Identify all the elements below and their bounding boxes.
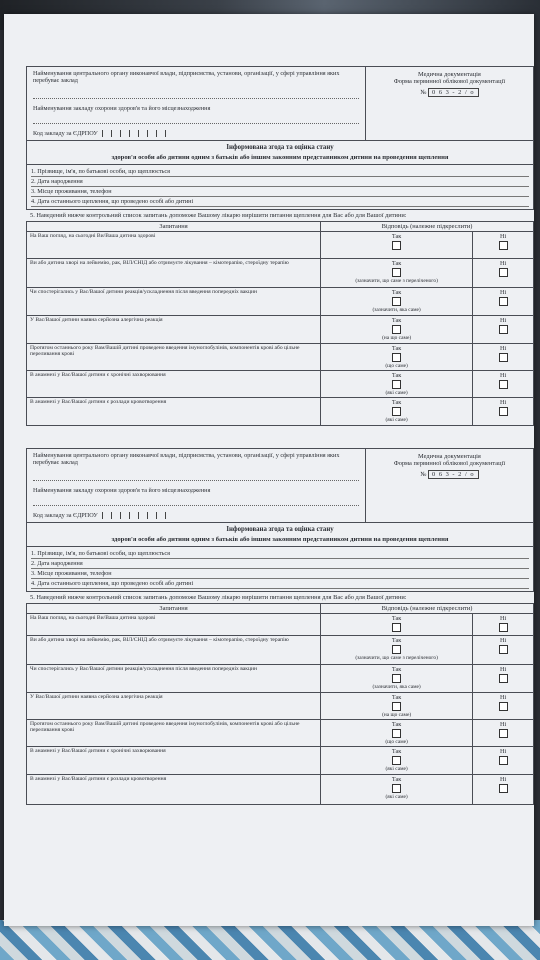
no-label: Ні [499,317,507,325]
doc-title: Медична документація [418,71,481,78]
form-header [26,66,534,141]
answer-note: (зазначити, що саме з переліченого) [355,655,438,662]
yes-checkbox[interactable] [392,623,401,632]
answer-yes [321,316,473,343]
answer-yes [321,259,473,288]
answer-no [473,398,534,426]
yes-label: Так [391,289,402,297]
doc-subtitle: Форма первинної облікової документації [393,78,506,86]
question-text: Протягом останнього року Вам/Вашій дитині проведено введення імуноглобулінів, компонентів крові або цільне переливання крові [27,719,321,746]
no-checkbox[interactable] [499,380,508,389]
yes-label: Так [391,317,402,325]
col-answer: Відповідь (належне підкреслити) [321,221,534,231]
yes-checkbox[interactable] [392,297,401,306]
doc-number [372,471,527,478]
edrpou-boxes [102,512,174,519]
header-right [366,67,533,140]
answer-yes [321,614,473,636]
answer-yes [321,747,473,774]
answer-yes [321,232,473,259]
no-checkbox[interactable] [499,407,508,416]
yes-label: Так [391,233,402,241]
consent-subtitle: здоров'я особи або дитини одним з батьків або іншим законним представником дитини на проведення щеплення [111,535,449,543]
personal-fields [26,547,534,592]
personal-fields [26,165,534,210]
edrpou-code-field [33,512,359,519]
table-row [27,636,534,665]
no-label: Ні [499,775,507,783]
yes-label: Так [391,637,402,645]
question-text: В анамнезі у Вас/Вашої дитини є розлади кровотворення [27,774,321,804]
no-checkbox[interactable] [499,353,508,362]
question-text: У Вас/Вашої дитини наявна серйозна алергічна реакція [27,692,321,719]
form-header [26,448,534,523]
yes-label: Так [391,720,402,728]
institution-name-field: Найменування закладу охорони здоров'я та його місцезнаходження [33,487,359,506]
question-text: В анамнезі у Вас/Вашої дитини є хронічні захворювання [27,747,321,774]
answer-yes [321,636,473,665]
answer-note: (які саме) [385,766,408,773]
answer-yes [321,288,473,316]
no-checkbox[interactable] [499,241,508,250]
answer-no [473,343,534,370]
yes-checkbox[interactable] [392,756,401,765]
yes-label: Так [391,344,402,352]
no-checkbox[interactable] [499,268,508,277]
table-row [27,232,534,259]
yes-checkbox[interactable] [392,353,401,362]
field-birthdate[interactable]: 2. Дата народження [31,177,529,187]
yes-label: Так [391,260,402,268]
header-left [27,67,366,140]
answer-no [473,665,534,692]
no-label: Ні [499,260,507,268]
no-label: Ні [499,693,507,701]
answer-yes [321,719,473,746]
answer-no [473,316,534,343]
edrpou-boxes [102,130,174,137]
doc-number-prefix: № [420,88,427,96]
answer-no [473,692,534,719]
yes-checkbox[interactable] [392,325,401,334]
no-checkbox[interactable] [499,702,508,711]
institution-name-field: Найменування закладу охорони здоров'я та його місцезнаходження [33,105,359,124]
answer-no [473,288,534,316]
edrpou-label: Код закладу за ЄДРПОУ [33,512,98,519]
table-row [27,259,534,288]
answer-note: (які саме) [385,390,408,397]
yes-checkbox[interactable] [392,268,401,277]
field-last-vaccination[interactable]: 4. Дата останнього щеплення, що проведено особі або дитині [31,197,529,207]
field-birthdate[interactable]: 2. Дата народження [31,559,529,569]
answer-note: (які саме) [385,417,408,424]
answer-no [473,614,534,636]
consent-title: Інформована згода та оцінка стану [226,526,334,534]
answer-no [473,636,534,665]
question-text: На Ваш погляд, на сьогодні Ви/Ваша дитина здорові [27,614,321,636]
table-row [27,614,534,636]
field-last-vaccination[interactable]: 4. Дата останнього щеплення, що проведено особі або дитині [31,579,529,589]
answer-no [473,370,534,397]
no-label: Ні [499,371,507,379]
background-bottom [0,920,540,960]
consent-form-2 [26,448,534,805]
answer-note: (на що саме) [382,711,412,718]
doc-number-prefix: № [420,470,427,478]
org-name-field: Найменування центрального органу виконавчої влади, підприємства, установи, організації, у сфері управління яких перебуває заклад [33,452,359,481]
answer-yes [321,343,473,370]
table-row [27,747,534,774]
question-text: На Ваш погляд, на сьогодні Ви/Ваша дитина здорові [27,232,321,259]
no-checkbox[interactable] [499,325,508,334]
table-row [27,774,534,804]
yes-label: Так [391,371,402,379]
no-label: Ні [499,615,507,623]
question-text: В анамнезі у Вас/Вашої дитини є хронічні захворювання [27,370,321,397]
answer-note: (які саме) [385,793,408,800]
no-label: Ні [499,748,507,756]
answer-yes [321,692,473,719]
yes-label: Так [391,748,402,756]
checklist-intro: 5. Наведений нижче контрольний список запитань допоможе Вашому лікарю вирішити питання щеплення для Вас або для Вашої дитини: [30,211,407,219]
doc-number [372,89,527,96]
table-header [27,603,534,613]
org-name-field: Найменування центрального органу виконавчої влади, підприємства, установи, організації, у сфері управління яких перебуває заклад [33,70,359,99]
consent-subtitle: здоров'я особи або дитини одним з батьків або іншим законним представником дитини на проведення щеплення [111,153,449,161]
no-label: Ні [499,344,507,352]
answer-no [473,774,534,804]
doc-subtitle: Форма первинної облікової документації [393,460,506,468]
table-row [27,370,534,397]
table-header [27,221,534,231]
table-row [27,719,534,746]
yes-checkbox[interactable] [392,380,401,389]
yes-label: Так [391,775,402,783]
edrpou-code-field [33,130,359,137]
answer-no [473,259,534,288]
answer-note: (що саме) [385,362,408,369]
question-text: Ви або дитина хворі на лейкемію, рак, ВІЛ/СНІД або отримуєте лікування – кімотерапію, стероїдну терапію [27,259,321,288]
consent-title-block [26,141,534,164]
no-label: Ні [499,233,507,241]
no-checkbox[interactable] [499,674,508,683]
yes-checkbox[interactable] [392,645,401,654]
col-answer: Відповідь (належне підкреслити) [321,603,534,613]
answer-note: (зазначити, яка саме) [372,307,421,314]
answer-yes [321,665,473,692]
table-row [27,288,534,316]
header-left [27,449,366,522]
question-text: Чи спостерігались у Вас/Вашої дитини реакція/ускладнення після введення попередніх вакцин [27,288,321,316]
field-address[interactable]: 3. Місце проживання, телефон [31,569,529,579]
no-checkbox[interactable] [499,623,508,632]
answer-yes [321,370,473,397]
question-text: Чи спостерігались у Вас/Вашої дитини реакція/ускладнення після введення попередніх вакцин [27,665,321,692]
no-label: Ні [499,289,507,297]
table-row [27,665,534,692]
no-label: Ні [499,637,507,645]
table-row [27,343,534,370]
answer-note: (що саме) [385,739,408,746]
answer-no [473,747,534,774]
checklist-intro: 5. Наведений нижче контрольний список запитань допоможе Вашому лікарю вирішити питання щеплення для Вас або для Вашої дитини: [30,593,407,601]
yes-label: Так [391,615,402,623]
answer-no [473,232,534,259]
answer-note: (зазначити, яка саме) [372,684,421,691]
yes-checkbox[interactable] [392,674,401,683]
yes-checkbox[interactable] [392,241,401,250]
edrpou-label: Код закладу за ЄДРПОУ [33,130,98,137]
field-name[interactable]: 1. Прізвище, ім'я, по батькові особи, що щеплюється [31,167,529,177]
field-address[interactable]: 3. Місце проживання, телефон [31,187,529,197]
yes-checkbox[interactable] [392,729,401,738]
answer-yes [321,774,473,804]
answer-note: (на що саме) [382,335,412,342]
question-text: У Вас/Вашої дитини наявна серйозна алергічна реакція [27,316,321,343]
no-label: Ні [499,720,507,728]
no-checkbox[interactable] [499,756,508,765]
yes-checkbox[interactable] [392,407,401,416]
no-label: Ні [499,399,507,407]
answer-no [473,719,534,746]
doc-number-value: 0 6 3 - 2 / о [428,470,478,479]
no-checkbox[interactable] [499,297,508,306]
header-right [366,449,533,522]
answer-yes [321,398,473,426]
no-checkbox[interactable] [499,645,508,654]
yes-checkbox[interactable] [392,784,401,793]
table-row [27,398,534,426]
no-label: Ні [499,666,507,674]
yes-label: Так [391,399,402,407]
col-question: Запитання [27,221,321,231]
table-row [27,316,534,343]
field-name[interactable]: 1. Прізвище, ім'я, по батькові особи, що щеплюється [31,549,529,559]
col-question: Запитання [27,603,321,613]
checklist-table [26,603,534,805]
yes-checkbox[interactable] [392,702,401,711]
yes-label: Так [391,693,402,701]
no-checkbox[interactable] [499,784,508,793]
question-text: В анамнезі у Вас/Вашої дитини є розлади кровотворення [27,398,321,426]
consent-title-block [26,523,534,546]
consent-title: Інформована згода та оцінка стану [226,144,334,152]
table-row [27,692,534,719]
checklist-table [26,221,534,426]
doc-title: Медична документація [418,453,481,460]
no-checkbox[interactable] [499,729,508,738]
question-text: Протягом останнього року Вам/Вашій дитині проведено введення імуноглобулінів, компонентів крові або цільне переливання крові [27,343,321,370]
consent-form-1 [26,66,534,426]
answer-note: (зазначити, що саме з переліченого) [355,278,438,285]
question-text: Ви або дитина хворі на лейкемію, рак, ВІЛ/СНІД або отримуєте лікування – кімотерапію, стероїдну терапію [27,636,321,665]
doc-number-value: 0 6 3 - 2 / о [428,88,478,97]
yes-label: Так [391,666,402,674]
